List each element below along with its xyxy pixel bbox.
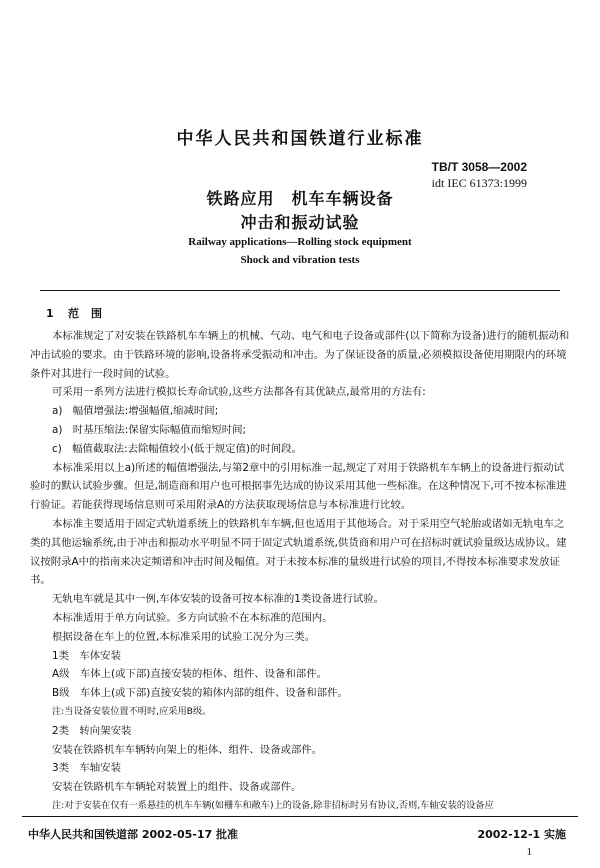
english-title-line-2: Shock and vibration tests bbox=[240, 254, 360, 266]
category-2-description: 安装在铁路机车车辆转向架上的柜体、组件、设备或部件。 bbox=[52, 743, 323, 756]
paragraph-trolleybus: 无轨电车就是其中一例,车体安装的设备可按本标准的1类设备进行试验。 bbox=[52, 593, 385, 606]
section-body bbox=[30, 327, 570, 816]
note-axle-mounted: 注:对于安装在仅有一系悬挂的机车车辆(如栅车和敞车)上的设备,除非招标时另有协议,否则,车轴安装的设备应 bbox=[52, 799, 494, 811]
note-class-b: 注:当设备安装位置不明时,应采用B级。 bbox=[52, 705, 212, 717]
category-2-heading: 2类 转向架安装 bbox=[52, 724, 132, 737]
paragraph-applicability: 本标准主要适用于固定式轨道系统上的铁路机车车辆,但也适用于其他场合。对于采用空气轮胎或诸如无轨电车之类的其他运输系统,由于冲击和振动水平明显不同于固定式轨道系统,供货商和用户可在招标时就试验量级达成协议。建议按附录A中的指南来决定频谱和冲击时间及幅值。对于未按本标准的量级进行试验的项目,不得按本标准要求发放证书。 bbox=[30, 517, 567, 587]
standard-category-title: 中华人民共和国铁道行业标准 bbox=[176, 129, 424, 149]
section-title: 范围 bbox=[68, 307, 114, 320]
idt-reference: idt IEC 61373:1999 bbox=[431, 176, 527, 190]
page-number: 1 bbox=[526, 846, 532, 858]
category-1-class-a: A级 车体上(或下部)直接安装的柜体、组件、设备和部件。 bbox=[52, 668, 327, 681]
paragraph-single-direction: 本标准适用于单方向试验。多方向试验不在本标准的范围内。 bbox=[52, 611, 333, 624]
category-3-heading: 3类 车轴安装 bbox=[52, 762, 121, 775]
footer-divider bbox=[22, 816, 578, 817]
chinese-title-line-2: 冲击和振动试验 bbox=[240, 213, 360, 232]
paragraph-methods-intro: 可采用一系列方法进行模拟长寿命试验,这些方法都各有其优缺点,最常用的方法有: bbox=[52, 386, 426, 399]
approval-date: 中华人民共和国铁道部 2002-05-17 批准 bbox=[28, 828, 239, 841]
chinese-title-line-1: 铁路应用 机车车辆设备 bbox=[206, 189, 394, 208]
english-title-line-1: Railway applications—Rolling stock equipment bbox=[188, 236, 412, 248]
paragraph-scope: 本标准规定了对安装在铁路机车车辆上的机械、气动、电气和电子设备或部件(以下简称为设备)进行的随机振动和冲击试验的要求。由于铁路环境的影响,设备将承受振动和冲击。为了保证设备的质量,必须模拟设备使用期限内的环境条件对其进行一段时间的试验。 bbox=[30, 330, 570, 380]
list-item-method-a: a) 幅值增强法:增强幅值,缩减时间; bbox=[52, 405, 219, 418]
implementation-date: 2002-12-1 实施 bbox=[477, 828, 566, 841]
standard-number: TB/T 3058—2002 bbox=[431, 160, 527, 174]
list-item-method-c: c) 幅值截取法:去除幅值较小(低于规定值)的时间段。 bbox=[52, 442, 302, 455]
header-divider bbox=[40, 290, 560, 291]
section-heading bbox=[46, 305, 114, 321]
list-item-method-b: a) 时基压缩法:保留实际幅值而缩短时间; bbox=[52, 423, 247, 436]
category-1-heading: 1类 车体安装 bbox=[52, 649, 121, 662]
paragraph-categories: 根据设备在车上的位置,本标准采用的试验工况分为三类。 bbox=[52, 630, 316, 643]
category-1-class-b: B级 车体上(或下部)直接安装的箱体内部的组件、设备和部件。 bbox=[52, 687, 348, 700]
paragraph-default-procedure: 本标准采用以上a)所述的幅值增强法,与第2章中的引用标准一起,规定了对用于铁路机车车辆上的设备进行振动试验时的默认试验步骤。但是,制造商和用户也可根据事先达成的协议采用其他一些标准。在这种情况下,可不按本标准进行验证。若能获得现场信息则可采用附录A的方法获取现场信息与本标准进行比较。 bbox=[30, 461, 567, 512]
category-3-description: 安装在铁路机车车辆轮对装置上的组件、设备或部件。 bbox=[52, 781, 302, 794]
section-number: 1 bbox=[46, 307, 54, 320]
